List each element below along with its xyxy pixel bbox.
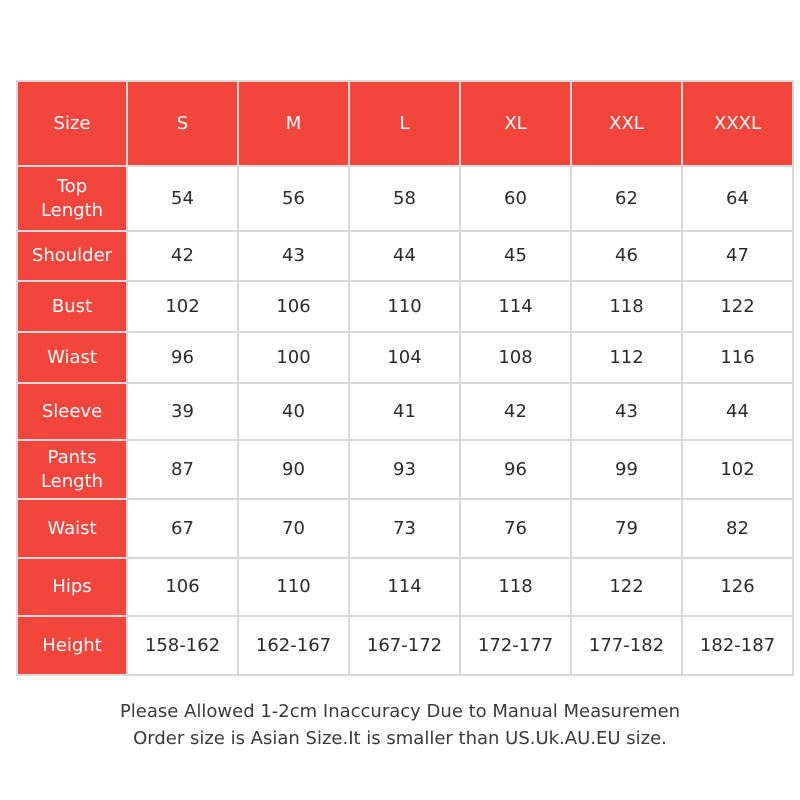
table-row: [17, 231, 793, 281]
table-cell: 82: [682, 499, 793, 558]
table-row: [17, 281, 793, 332]
table-cell: 58: [349, 166, 460, 231]
table-row: [17, 332, 793, 383]
table-row: [17, 383, 793, 440]
row-label: Hips: [17, 558, 127, 616]
size-header-row: [17, 81, 793, 166]
table-row: [17, 166, 793, 231]
table-cell: 112: [571, 332, 682, 383]
size-header-l: L: [349, 81, 460, 166]
table-cell: 90: [238, 440, 349, 499]
size-header-xxxl: XXXL: [682, 81, 793, 166]
size-notes: [0, 698, 800, 752]
table-cell: 67: [127, 499, 238, 558]
table-cell: 126: [682, 558, 793, 616]
table-cell: 56: [238, 166, 349, 231]
table-cell: 100: [238, 332, 349, 383]
table-cell: 40: [238, 383, 349, 440]
row-label: Sleeve: [17, 383, 127, 440]
table-cell: 41: [349, 383, 460, 440]
table-cell: 70: [238, 499, 349, 558]
table-cell: 47: [682, 231, 793, 281]
table-cell: 43: [571, 383, 682, 440]
table-cell: 110: [238, 558, 349, 616]
table-cell: 177-182: [571, 616, 682, 675]
row-label: Height: [17, 616, 127, 675]
table-cell: 87: [127, 440, 238, 499]
table-cell: 42: [460, 383, 571, 440]
row-label: Top Length: [17, 166, 127, 231]
table-cell: 167-172: [349, 616, 460, 675]
table-cell: 114: [349, 558, 460, 616]
table-cell: 116: [682, 332, 793, 383]
table-cell: 43: [238, 231, 349, 281]
size-chart-table: [16, 80, 794, 676]
table-row: [17, 558, 793, 616]
table-cell: 182-187: [682, 616, 793, 675]
table-cell: 108: [460, 332, 571, 383]
table-cell: 76: [460, 499, 571, 558]
size-header-xxl: XXL: [571, 81, 682, 166]
table-cell: 118: [571, 281, 682, 332]
row-label: Waist: [17, 499, 127, 558]
table-cell: 106: [127, 558, 238, 616]
table-row: [17, 616, 793, 675]
table-cell: 62: [571, 166, 682, 231]
size-corner-label: Size: [17, 81, 127, 166]
row-label: Pants Length: [17, 440, 127, 499]
table-cell: 54: [127, 166, 238, 231]
table-cell: 104: [349, 332, 460, 383]
table-cell: 162-167: [238, 616, 349, 675]
table-cell: 44: [349, 231, 460, 281]
asian-size-note: Order size is Asian Size.It is smaller than US.Uk.AU.EU size.: [133, 728, 667, 749]
table-cell: 42: [127, 231, 238, 281]
table-cell: 118: [460, 558, 571, 616]
size-header-xl: XL: [460, 81, 571, 166]
table-row: [17, 499, 793, 558]
table-cell: 96: [460, 440, 571, 499]
table-cell: 158-162: [127, 616, 238, 675]
table-cell: 114: [460, 281, 571, 332]
table-row: [17, 440, 793, 499]
size-header-m: M: [238, 81, 349, 166]
table-cell: 102: [127, 281, 238, 332]
table-cell: 122: [682, 281, 793, 332]
table-cell: 106: [238, 281, 349, 332]
measurement-note: Please Allowed 1-2cm Inaccuracy Due to Manual Measuremen: [119, 701, 681, 722]
table-cell: 110: [349, 281, 460, 332]
table-cell: 93: [349, 440, 460, 499]
table-cell: 79: [571, 499, 682, 558]
table-cell: 44: [682, 383, 793, 440]
table-cell: 99: [571, 440, 682, 499]
table-cell: 96: [127, 332, 238, 383]
table-cell: 45: [460, 231, 571, 281]
table-cell: 172-177: [460, 616, 571, 675]
table-cell: 60: [460, 166, 571, 231]
row-label: Wiast: [17, 332, 127, 383]
table-cell: 39: [127, 383, 238, 440]
row-label: Shoulder: [17, 231, 127, 281]
table-cell: 102: [682, 440, 793, 499]
table-cell: 64: [682, 166, 793, 231]
table-cell: 122: [571, 558, 682, 616]
size-header-s: S: [127, 81, 238, 166]
table-cell: 73: [349, 499, 460, 558]
row-label: Bust: [17, 281, 127, 332]
table-cell: 46: [571, 231, 682, 281]
